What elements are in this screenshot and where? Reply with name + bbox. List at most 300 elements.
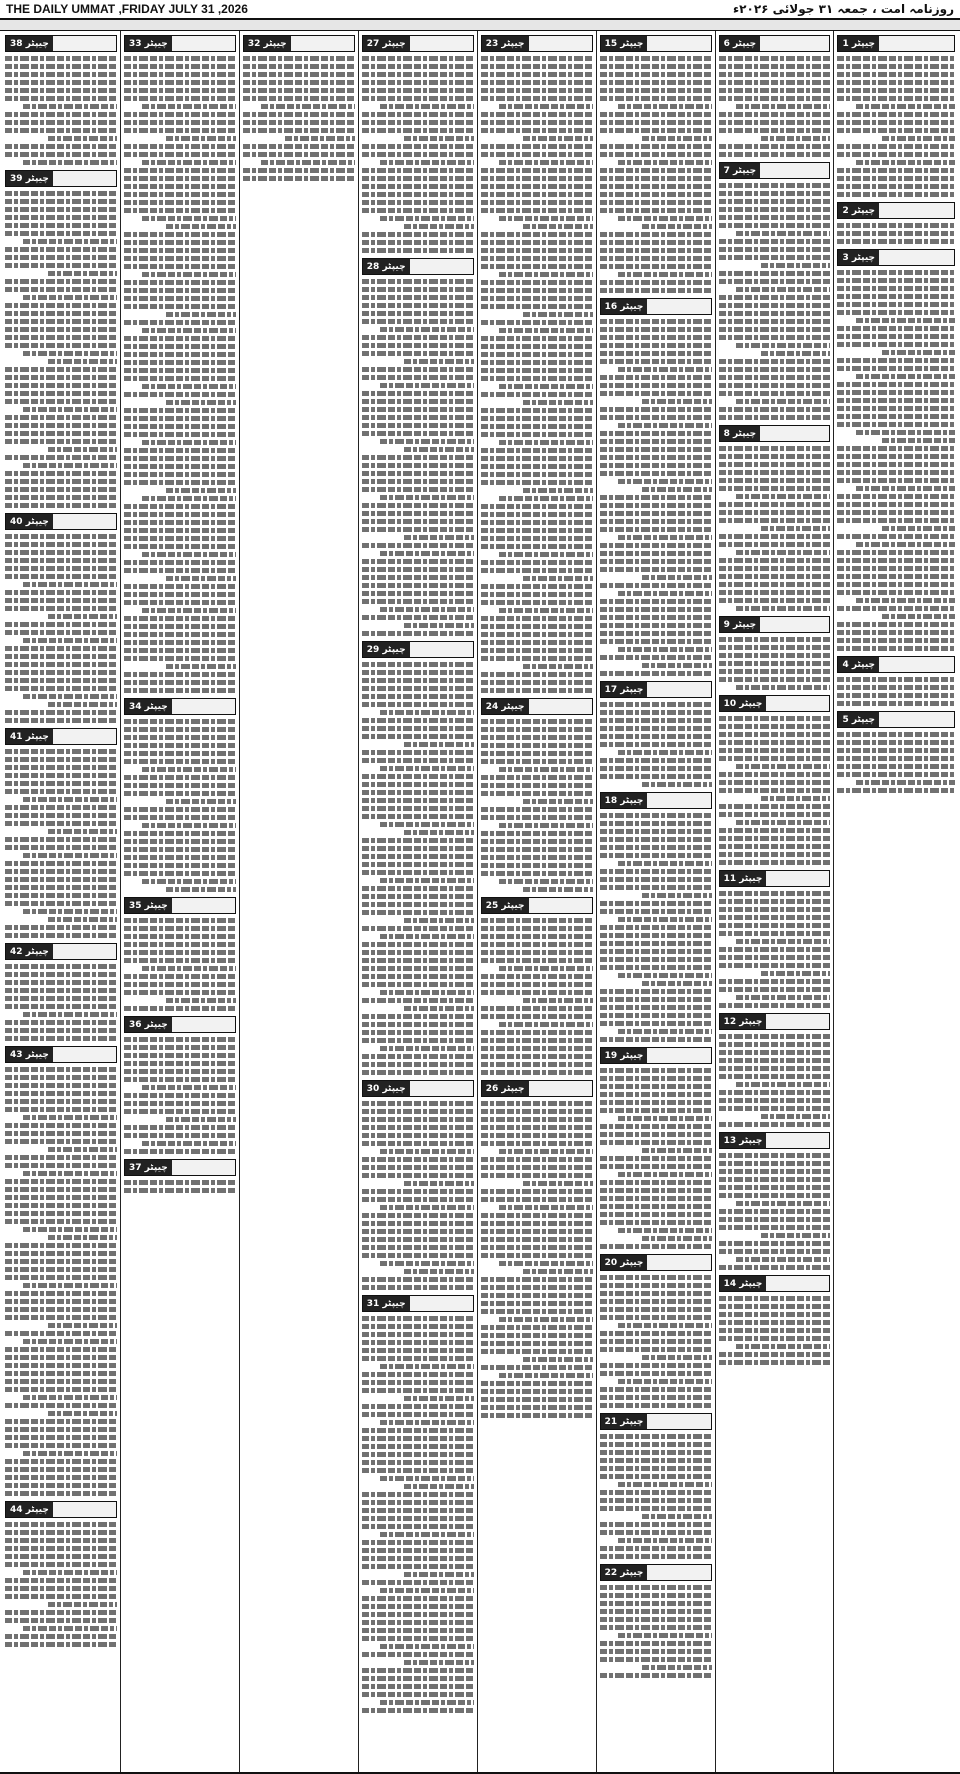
text-line xyxy=(362,1101,474,1106)
text-line xyxy=(600,766,712,771)
text-line xyxy=(719,1058,831,1063)
text-line xyxy=(719,518,831,523)
text-line xyxy=(719,1169,831,1174)
text-line xyxy=(600,527,712,532)
text-line xyxy=(166,576,235,581)
notice-number: چیپٹر 8 xyxy=(720,426,761,441)
text-line xyxy=(719,502,831,507)
text-line xyxy=(600,1212,712,1217)
text-line xyxy=(837,685,955,690)
text-line xyxy=(124,807,236,812)
text-line xyxy=(5,255,117,260)
text-line xyxy=(5,1028,117,1033)
text-line xyxy=(719,852,831,857)
text-line xyxy=(481,1133,593,1138)
text-line xyxy=(362,1692,474,1697)
text-line xyxy=(600,184,712,189)
text-line xyxy=(362,1237,474,1242)
notice-number: چیپٹر 25 xyxy=(482,898,529,913)
notice-title xyxy=(529,898,592,913)
text-line xyxy=(719,836,831,841)
text-line xyxy=(5,885,117,890)
text-line xyxy=(837,550,955,555)
text-line xyxy=(5,654,117,659)
notice-number: چیپٹر 23 xyxy=(482,36,529,51)
text-line xyxy=(481,584,593,589)
text-line xyxy=(481,392,593,397)
text-line xyxy=(362,375,474,380)
text-line xyxy=(124,616,236,621)
text-line xyxy=(5,550,117,555)
column-2 xyxy=(715,31,834,1772)
text-line xyxy=(124,600,236,605)
text-line xyxy=(481,64,593,69)
text-line xyxy=(600,734,712,739)
text-line xyxy=(362,1676,474,1681)
text-line xyxy=(523,1357,592,1362)
text-line xyxy=(600,623,712,628)
text-line xyxy=(837,748,955,753)
text-line xyxy=(124,1101,236,1106)
notice-heading xyxy=(837,711,955,728)
text-line xyxy=(618,973,712,978)
text-line xyxy=(856,486,955,491)
text-line xyxy=(380,216,474,221)
text-line xyxy=(5,1083,117,1088)
text-line xyxy=(719,1193,831,1198)
text-line xyxy=(481,918,593,923)
text-line xyxy=(362,423,474,428)
text-line xyxy=(481,256,593,261)
text-line xyxy=(837,334,955,339)
text-line xyxy=(600,248,712,253)
text-line xyxy=(736,995,830,1000)
text-line xyxy=(600,885,712,890)
text-line xyxy=(600,997,712,1002)
notice-number: چیپٹر 27 xyxy=(363,36,410,51)
text-line xyxy=(618,591,712,596)
text-line xyxy=(600,1490,712,1495)
text-line xyxy=(124,847,236,852)
text-line xyxy=(243,144,355,149)
text-line xyxy=(124,248,236,253)
text-line xyxy=(600,1005,712,1010)
text-line xyxy=(600,758,712,763)
text-line xyxy=(362,575,474,580)
text-line xyxy=(719,860,831,865)
text-line xyxy=(362,415,474,420)
text-line xyxy=(481,1325,593,1330)
text-line xyxy=(362,1062,474,1067)
text-line xyxy=(736,1201,830,1206)
text-line xyxy=(600,1442,712,1447)
text-line xyxy=(481,520,593,525)
text-line xyxy=(380,551,474,556)
text-line xyxy=(48,1323,117,1328)
text-line xyxy=(600,845,712,850)
text-line xyxy=(600,144,712,149)
notice-body xyxy=(600,701,712,788)
text-line xyxy=(600,1315,712,1320)
text-line xyxy=(761,1114,830,1119)
text-line xyxy=(23,1339,117,1344)
text-line xyxy=(837,88,955,93)
text-line xyxy=(600,1585,712,1590)
notice-number: چیپٹر 37 xyxy=(125,1160,172,1175)
text-line xyxy=(600,1283,712,1288)
text-line xyxy=(5,1307,117,1312)
text-line xyxy=(362,942,474,947)
text-line xyxy=(719,64,831,69)
text-line xyxy=(380,104,474,109)
text-line xyxy=(124,192,236,197)
text-line xyxy=(380,1046,474,1051)
text-line xyxy=(404,136,473,141)
text-line xyxy=(404,535,473,540)
text-line xyxy=(166,488,235,493)
text-line xyxy=(837,693,955,698)
text-line xyxy=(600,1108,712,1113)
text-line xyxy=(719,1090,831,1095)
notice-number: چیپٹر 10 xyxy=(720,696,767,711)
notice-title xyxy=(529,1081,592,1096)
text-line xyxy=(481,72,593,77)
text-line xyxy=(166,400,235,405)
text-line xyxy=(618,104,712,109)
text-line xyxy=(48,271,117,276)
text-line xyxy=(719,478,831,483)
text-line xyxy=(362,319,474,324)
text-line xyxy=(5,933,117,938)
text-line xyxy=(600,1347,712,1352)
text-line xyxy=(362,1173,474,1178)
text-line xyxy=(362,1316,474,1321)
text-line xyxy=(481,1301,593,1306)
notice-title xyxy=(647,793,710,808)
text-line xyxy=(362,1708,474,1713)
text-line xyxy=(124,990,236,995)
text-line xyxy=(5,845,117,850)
notice-number: چیپٹر 16 xyxy=(601,299,648,314)
text-line xyxy=(124,256,236,261)
text-line xyxy=(600,439,712,444)
text-line xyxy=(499,767,593,772)
text-line xyxy=(362,814,474,819)
text-line xyxy=(837,184,955,189)
text-line xyxy=(600,519,712,524)
notice-heading xyxy=(837,35,955,52)
text-line xyxy=(719,199,831,204)
text-line xyxy=(124,560,236,565)
text-line xyxy=(5,391,117,396)
column-3 xyxy=(596,31,715,1772)
text-line xyxy=(761,971,830,976)
text-line xyxy=(5,1387,117,1392)
text-line xyxy=(166,799,235,804)
notice-body xyxy=(600,1067,712,1250)
text-line xyxy=(736,550,830,555)
text-line xyxy=(261,104,355,109)
text-line xyxy=(481,1277,593,1282)
text-line xyxy=(719,319,831,324)
text-line xyxy=(142,384,236,389)
text-line xyxy=(523,1269,592,1274)
text-line xyxy=(719,1296,831,1301)
text-line xyxy=(481,280,593,285)
text-line xyxy=(481,942,593,947)
text-line xyxy=(362,1508,474,1513)
text-line xyxy=(600,1649,712,1654)
text-line xyxy=(600,726,712,731)
text-line xyxy=(481,1173,593,1178)
notice-title xyxy=(53,1502,116,1517)
text-line xyxy=(481,192,593,197)
text-line xyxy=(600,64,712,69)
text-line xyxy=(362,303,474,308)
text-line xyxy=(481,863,593,868)
text-line xyxy=(404,1269,473,1274)
text-line xyxy=(124,176,236,181)
notice-title xyxy=(760,426,829,441)
text-line xyxy=(362,583,474,588)
text-line xyxy=(5,1363,117,1368)
text-line xyxy=(5,1275,117,1280)
text-line xyxy=(837,772,955,777)
text-line xyxy=(481,344,593,349)
text-line xyxy=(618,160,712,165)
text-line xyxy=(856,598,955,603)
text-line xyxy=(5,1554,117,1559)
text-line xyxy=(719,1153,831,1158)
text-line xyxy=(719,931,831,936)
notice-body xyxy=(5,55,117,166)
text-line xyxy=(124,942,236,947)
text-line xyxy=(362,431,474,436)
text-line xyxy=(142,104,236,109)
text-line xyxy=(362,982,474,987)
text-line xyxy=(719,1225,831,1230)
text-line xyxy=(481,360,593,365)
text-line xyxy=(600,447,712,452)
text-line xyxy=(837,582,955,587)
text-line xyxy=(124,536,236,541)
text-line xyxy=(719,144,831,149)
text-line xyxy=(719,828,831,833)
text-line xyxy=(362,966,474,971)
text-line xyxy=(481,560,593,565)
notice-title xyxy=(410,36,473,51)
text-line xyxy=(5,375,117,380)
text-line xyxy=(600,1506,712,1511)
text-line xyxy=(600,1609,712,1614)
text-line xyxy=(600,120,712,125)
notice-heading xyxy=(5,728,117,745)
text-line xyxy=(523,799,592,804)
text-line xyxy=(362,1117,474,1122)
notice-body xyxy=(719,636,831,691)
text-line xyxy=(481,472,593,477)
text-line xyxy=(600,877,712,882)
text-line xyxy=(600,1641,712,1646)
text-line xyxy=(243,72,355,77)
text-line xyxy=(481,775,593,780)
notice-heading xyxy=(5,943,117,960)
text-line xyxy=(481,304,593,309)
text-line xyxy=(499,384,593,389)
text-line xyxy=(362,144,474,149)
text-line xyxy=(719,534,831,539)
text-line xyxy=(5,980,117,985)
text-line xyxy=(600,631,712,636)
text-line xyxy=(600,319,712,324)
text-line xyxy=(124,464,236,469)
text-line xyxy=(362,974,474,979)
text-line xyxy=(600,407,712,412)
text-line xyxy=(761,796,830,801)
text-line xyxy=(719,1304,831,1309)
text-line xyxy=(600,280,712,285)
text-line xyxy=(285,136,354,141)
notice-number: چیپٹر 29 xyxy=(363,642,410,657)
text-line xyxy=(124,950,236,955)
text-line xyxy=(124,64,236,69)
text-line xyxy=(481,727,593,732)
text-line xyxy=(124,336,236,341)
text-line xyxy=(719,756,831,761)
text-line xyxy=(719,740,831,745)
text-line xyxy=(600,1132,712,1137)
text-line xyxy=(124,128,236,133)
text-line xyxy=(719,1122,831,1127)
text-line xyxy=(600,1331,712,1336)
text-line xyxy=(404,1484,473,1489)
text-line xyxy=(124,1037,236,1042)
text-line xyxy=(600,1244,712,1249)
text-line xyxy=(481,648,593,653)
text-line xyxy=(362,1054,474,1059)
notice-title xyxy=(53,729,116,744)
text-line xyxy=(362,295,474,300)
text-line xyxy=(23,694,117,699)
text-line xyxy=(618,750,712,755)
text-line xyxy=(362,1277,474,1282)
text-line xyxy=(837,740,955,745)
text-line xyxy=(142,823,236,828)
text-line xyxy=(124,80,236,85)
text-line xyxy=(5,1379,117,1384)
notice-number: چیپٹر 31 xyxy=(363,1296,410,1311)
text-line xyxy=(124,456,236,461)
text-line xyxy=(882,526,955,531)
text-line xyxy=(837,788,955,793)
text-line xyxy=(5,869,117,874)
text-line xyxy=(23,638,117,643)
notice-heading xyxy=(481,698,593,715)
text-line xyxy=(124,624,236,629)
text-line xyxy=(124,232,236,237)
text-line xyxy=(362,543,474,548)
text-line xyxy=(719,486,831,491)
text-line xyxy=(124,974,236,979)
text-line xyxy=(362,870,474,875)
text-line xyxy=(166,664,235,669)
notice-title xyxy=(879,36,954,51)
text-line xyxy=(882,614,955,619)
text-line xyxy=(736,939,830,944)
text-line xyxy=(124,648,236,653)
text-line xyxy=(719,1003,831,1008)
text-line xyxy=(362,1668,474,1673)
text-line xyxy=(600,1021,712,1026)
text-line xyxy=(481,1229,593,1234)
text-line xyxy=(600,415,712,420)
text-line xyxy=(837,152,955,157)
text-line xyxy=(618,917,712,922)
text-line xyxy=(600,1450,712,1455)
text-line xyxy=(481,248,593,253)
text-line xyxy=(5,574,117,579)
text-line xyxy=(499,160,593,165)
notice-body xyxy=(837,269,955,652)
text-line xyxy=(481,640,593,645)
text-line xyxy=(719,207,831,212)
notice-title xyxy=(879,250,954,265)
text-line xyxy=(481,815,593,820)
text-line xyxy=(5,64,117,69)
text-line xyxy=(5,622,117,627)
text-line xyxy=(5,1099,117,1104)
text-line xyxy=(642,1148,711,1153)
text-line xyxy=(642,136,711,141)
text-line xyxy=(618,1029,712,1034)
text-line xyxy=(5,964,117,969)
text-line xyxy=(362,463,474,468)
text-line xyxy=(362,343,474,348)
notice-body xyxy=(600,1274,712,1409)
text-line xyxy=(23,295,117,300)
notice-title xyxy=(766,1133,829,1148)
text-line xyxy=(600,941,712,946)
text-line xyxy=(499,1149,593,1154)
notice-title xyxy=(410,259,473,274)
text-line xyxy=(481,80,593,85)
text-line xyxy=(499,1205,593,1210)
text-line xyxy=(642,487,711,492)
text-line xyxy=(5,757,117,762)
text-line xyxy=(5,279,117,284)
text-line xyxy=(5,773,117,778)
text-line xyxy=(362,503,474,508)
text-line xyxy=(362,279,474,284)
text-line xyxy=(882,438,955,443)
text-line xyxy=(380,1364,474,1369)
text-line xyxy=(23,351,117,356)
text-line xyxy=(736,1082,830,1087)
text-line xyxy=(618,423,712,428)
text-line xyxy=(837,239,955,244)
classified-columns xyxy=(2,31,958,1772)
text-line xyxy=(600,96,712,101)
text-line xyxy=(719,788,831,793)
text-line xyxy=(719,191,831,196)
text-line xyxy=(23,582,117,587)
text-line xyxy=(362,56,474,61)
text-line xyxy=(362,1332,474,1337)
text-line xyxy=(362,176,474,181)
text-line xyxy=(642,399,711,404)
text-line xyxy=(5,1443,117,1448)
text-line xyxy=(481,974,593,979)
